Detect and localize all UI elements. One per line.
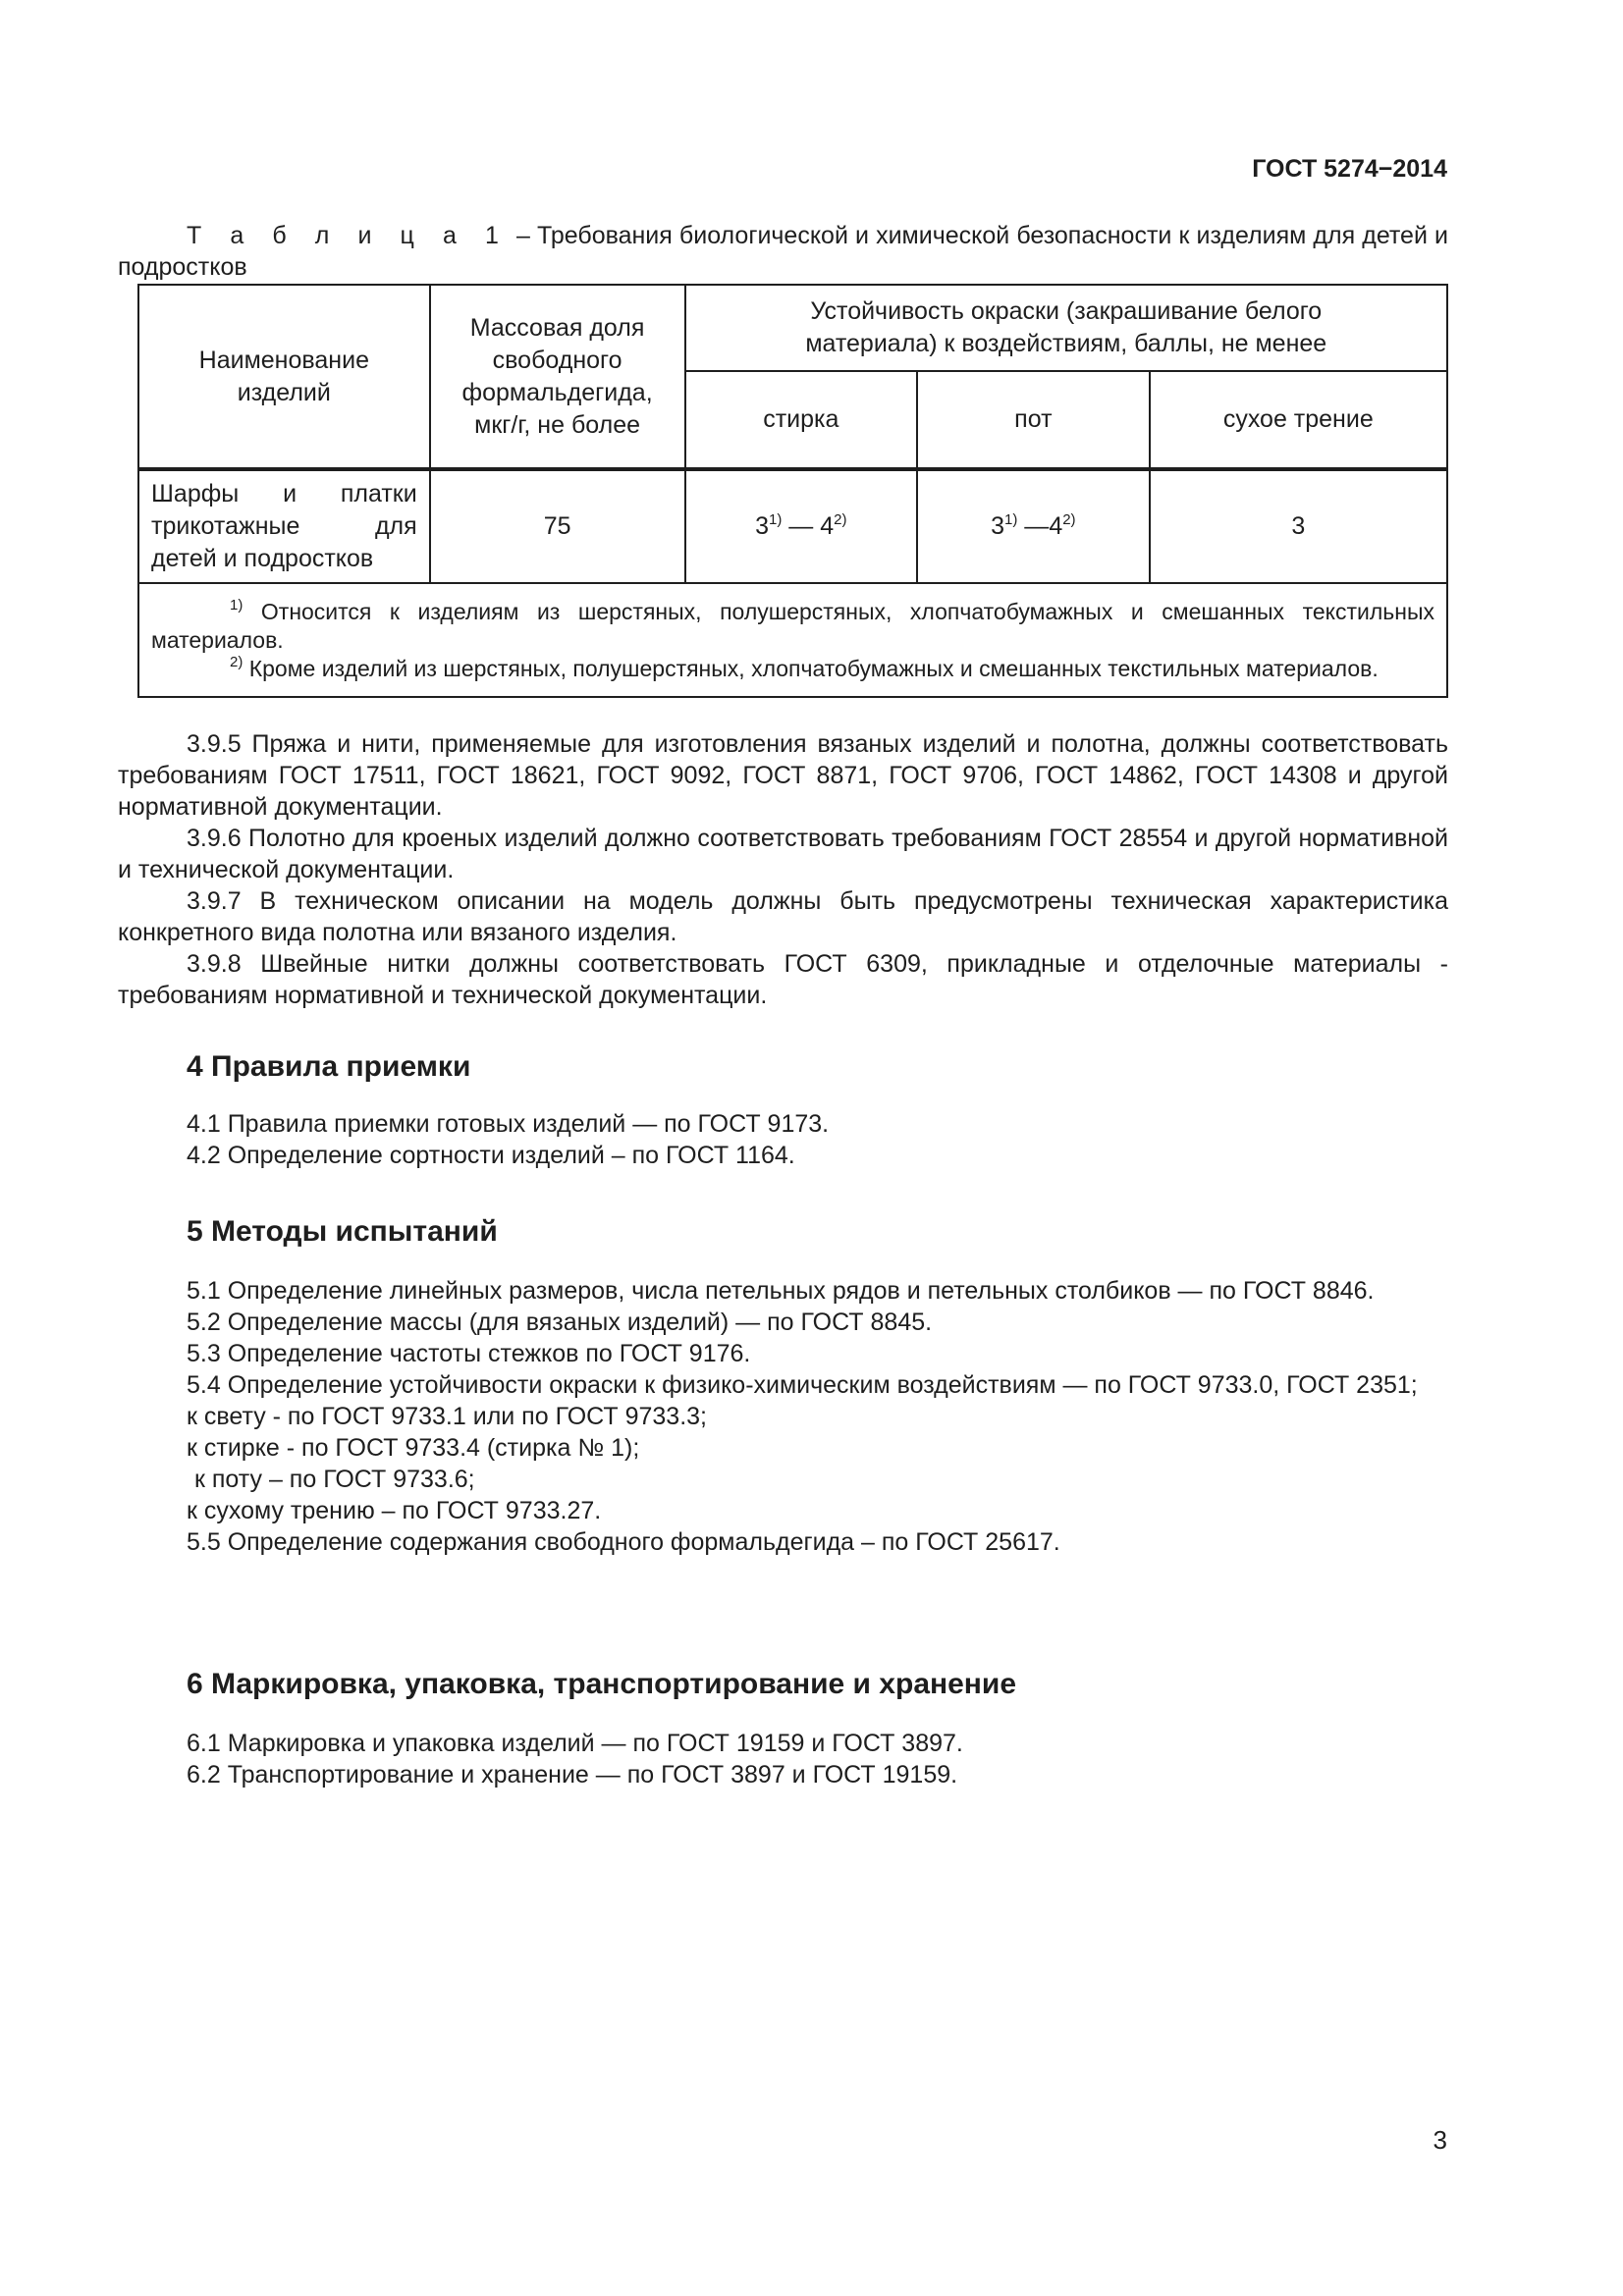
row-name: Шарфы и платки трикотажные для детей и подростков	[138, 469, 430, 583]
section-5	[118, 1212, 1448, 1558]
table-row	[138, 469, 1447, 583]
paragraph-3-9-5: 3.9.5 Пряжа и нити, применяемые для изготовления вязаных изделий и полотна, должны соответствовать требованиям ГОСТ 17511, ГОСТ 18621, ГОСТ 9092, ГОСТ 8871, ГОСТ 9706, ГОСТ 14862, ГОСТ 14308 и другой нормативной документации.	[118, 730, 1448, 821]
wash-note-mark-1: 1)	[769, 511, 783, 528]
header-sweat: пот	[917, 371, 1149, 469]
wash-note-mark-2: 2)	[834, 511, 847, 528]
paragraph-5-3: 5.3 Определение частоты стежков по ГОСТ 9176.	[187, 1340, 751, 1367]
header-dry-rub: сухое трение	[1150, 371, 1447, 469]
header-colorfastness: Устойчивость окраски (закрашивание белого материала) к воздействиям, баллы, не менее	[685, 285, 1447, 371]
paragraph-3-9-6: 3.9.6 Полотно для кроеных изделий должно соответствовать требованиям ГОСТ 28554 и другой нормативной и технической документации.	[118, 825, 1448, 883]
paragraph-5-5: 5.5 Определение содержания свободного формальдегида – по ГОСТ 25617.	[187, 1528, 1060, 1556]
paragraph-5-4-wash: к стирке - по ГОСТ 9733.4 (стирка № 1);	[187, 1434, 640, 1462]
paragraph-6-1: 6.1 Маркировка и упаковка изделий — по ГОСТ 19159 и ГОСТ 3897.	[187, 1730, 963, 1757]
row-sweat	[917, 469, 1149, 583]
paragraph-5-4: 5.4 Определение устойчивости окраски к физико-химическим воздействиям — по ГОСТ 9733.0, ГОСТ 2351;	[187, 1371, 1418, 1399]
paragraph-4-2: 4.2 Определение сортности изделий – по ГОСТ 1164.	[187, 1142, 795, 1169]
paragraph-3-9-7: 3.9.7 В техническом описании на модель должны быть предусмотрены техническая характеристика конкретного вида полотна или вязаного изделия.	[118, 887, 1448, 946]
sweat-note-mark-1: 1)	[1004, 511, 1018, 528]
wash-value-b: 4	[820, 512, 835, 540]
paragraph-5-1: 5.1 Определение линейных размеров, числа петельных рядов и петельных столбиков — по ГОСТ 8846.	[187, 1277, 1375, 1305]
section-6	[118, 1665, 1448, 1790]
table-caption	[118, 220, 1448, 283]
table-note-2	[151, 655, 1434, 683]
table-caption-label: Т а б л и ц а 1	[187, 222, 510, 249]
table-notes	[138, 583, 1447, 697]
paragraph-5-4-rub: к сухому трению – по ГОСТ 9733.27.	[187, 1497, 602, 1524]
row-formaldehyde: 75	[430, 469, 685, 583]
paragraph-4-1: 4.1 Правила приемки готовых изделий — по ГОСТ 9173.	[187, 1110, 830, 1138]
row-wash	[685, 469, 918, 583]
document-code: ГОСТ 5274−2014	[1252, 155, 1447, 183]
paragraph-5-2: 5.2 Определение массы (для вязаных изделий) — по ГОСТ 8845.	[187, 1308, 933, 1336]
paragraph-5-4-light: к свету - по ГОСТ 9733.1 или по ГОСТ 9733.3;	[187, 1403, 708, 1430]
table-note-1	[151, 598, 1434, 655]
clause-3-9	[118, 728, 1448, 1011]
note-2-text: Кроме изделий из шерстяных, полушерстяных, хлопчатобумажных и смешанных текстильных материалов.	[243, 655, 1379, 681]
wash-separator: —	[782, 512, 821, 540]
note-1-mark: 1)	[230, 596, 243, 614]
sweat-value-b: 4	[1049, 512, 1063, 540]
section-4	[118, 1047, 1448, 1171]
header-formaldehyde: Массовая доля свободного формальдегида, мкг/г, не более	[430, 285, 685, 469]
row-dry-rub: 3	[1150, 469, 1447, 583]
note-1-text: Относится к изделиям из шерстяных, полушерстяных, хлопчатобумажных и смешанных текстильных материалов.	[151, 598, 1434, 653]
wash-value-a: 3	[755, 512, 770, 540]
header-name: Наименование изделий	[138, 285, 430, 469]
section-6-title: 6 Маркировка, упаковка, транспортирование и хранение	[187, 1668, 1017, 1700]
paragraph-5-4-sweat: к поту – по ГОСТ 9733.6;	[194, 1466, 475, 1493]
paragraph-6-2: 6.2 Транспортирование и хранение — по ГОСТ 3897 и ГОСТ 19159.	[187, 1761, 958, 1789]
sweat-separator: —	[1017, 512, 1050, 540]
sweat-note-mark-2: 2)	[1062, 511, 1076, 528]
paragraph-3-9-8: 3.9.8 Швейные нитки должны соответствовать ГОСТ 6309, прикладные и отделочные материалы - требованиям нормативной и технической документации.	[118, 950, 1448, 1009]
section-5-title: 5 Методы испытаний	[187, 1215, 498, 1248]
page-number: 3	[1433, 2125, 1447, 2155]
requirements-table	[137, 284, 1448, 698]
sweat-value-a: 3	[991, 512, 1005, 540]
section-4-title: 4 Правила приемки	[187, 1050, 471, 1083]
table-caption-text: – Требования биологической и химической безопасности к изделиям для детей и подростков	[118, 222, 1448, 281]
header-wash: стирка	[685, 371, 918, 469]
note-2-mark: 2)	[230, 653, 243, 670]
